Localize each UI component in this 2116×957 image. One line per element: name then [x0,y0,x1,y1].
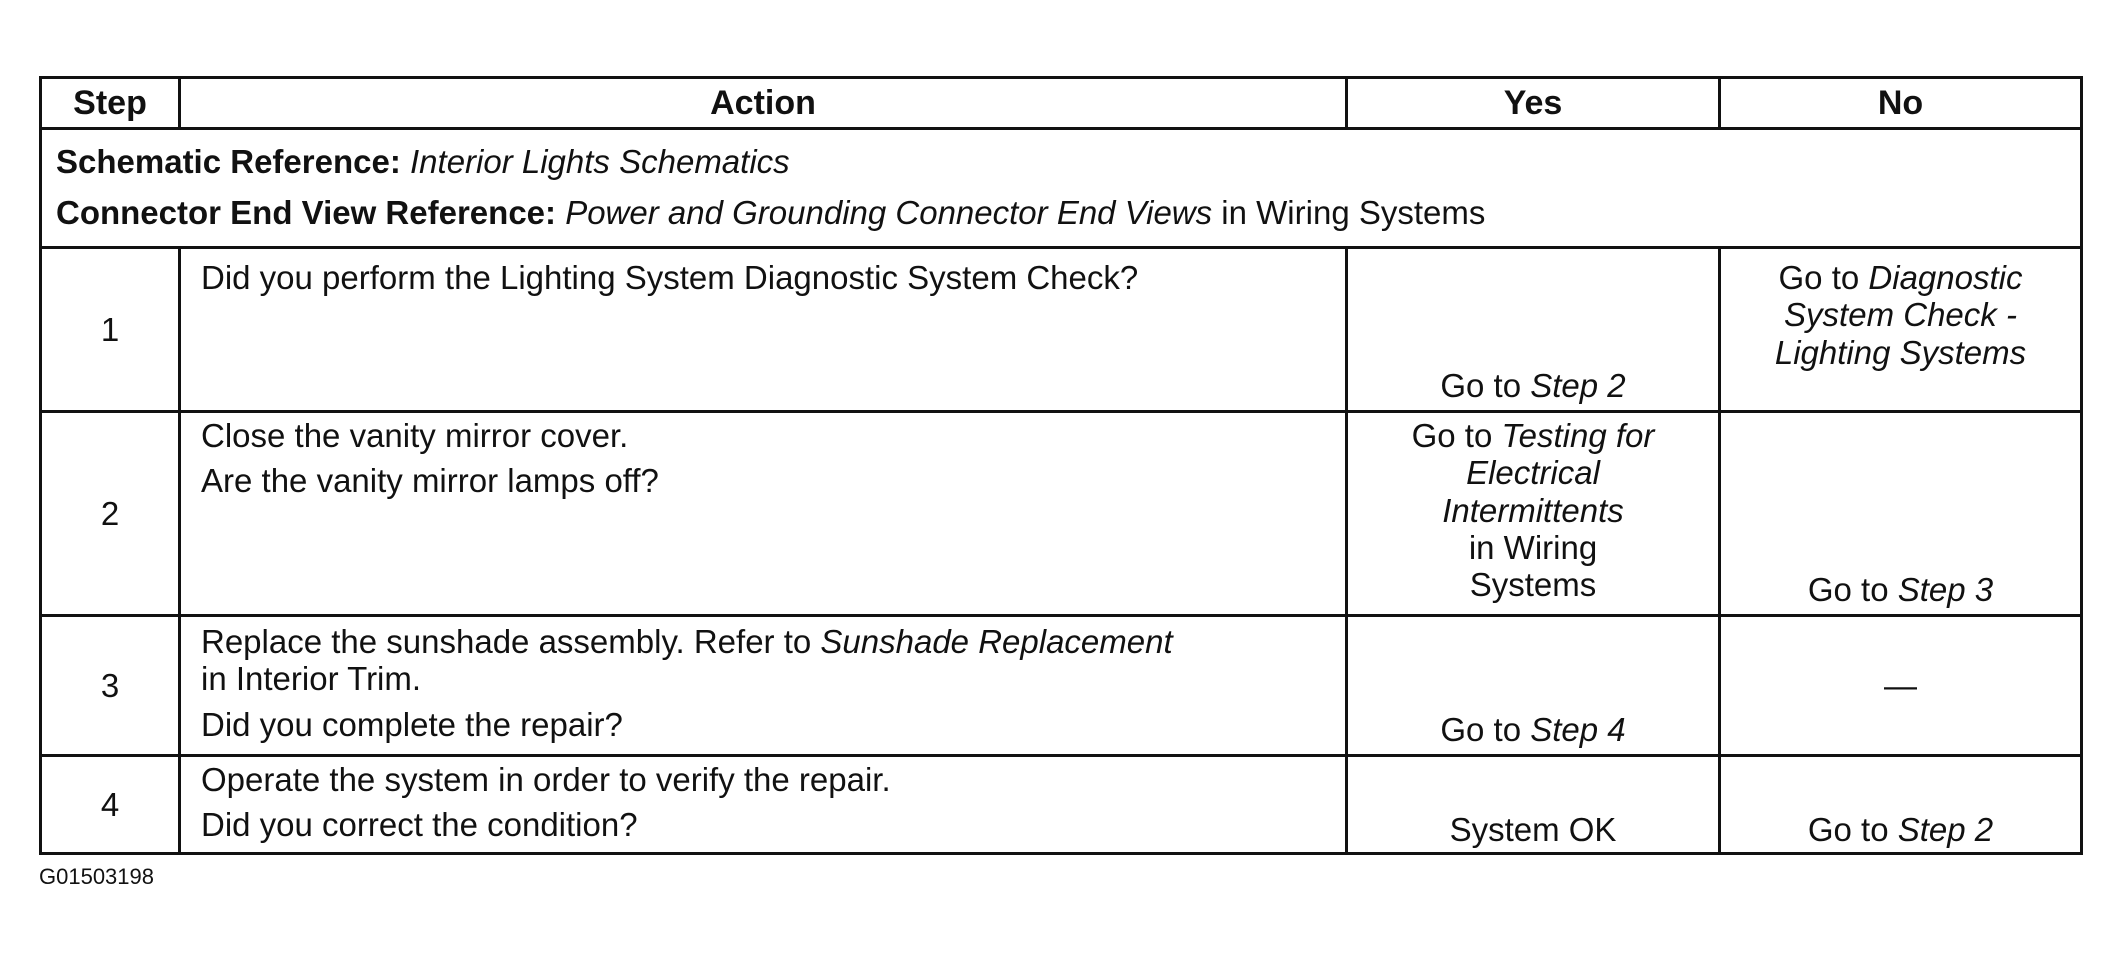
action-cell [180,412,1347,616]
action-cell [180,248,1347,412]
step-number: 4 [41,756,180,854]
no-link-step-3[interactable]: Step 3 [1897,570,1994,608]
reference-cell [41,129,2082,248]
yes-cell: System OK [1347,756,1720,854]
reference-row [41,129,2082,248]
yes-link-intermittents[interactable]: Intermittents [1442,491,1624,529]
no-link-system-check[interactable]: System Check - [1784,296,2017,334]
action-cell [180,756,1347,854]
action-link-sunshade-replacement[interactable]: Sunshade Replacement [820,623,1173,660]
step-number: 1 [41,248,180,412]
header-action: Action [180,78,1347,129]
action-cell [180,616,1347,756]
action-text [201,623,1325,660]
no-prefix: Go to [1807,570,1898,608]
action-text: Did you perform the Lighting System Diagnostic System Check? [201,259,1139,296]
yes-link-step-4[interactable]: Step 4 [1530,710,1626,748]
no-link-lighting-systems[interactable]: Lighting Systems [1774,333,2027,371]
yes-link-step-2[interactable]: Step 2 [1530,366,1626,404]
no-cell [1720,412,2082,616]
yes-text-in-wiring: in Wiring [1468,528,1598,566]
table-row-step-4 [41,756,2082,854]
figure-caption: G01503198 [39,864,154,889]
yes-prefix: Go to [1440,366,1531,404]
no-link-step-2[interactable]: Step 2 [1897,810,1994,848]
action-text: Operate the system in order to verify the repair. [201,761,891,798]
yes-prefix: Go to [1411,417,1502,454]
table-row-step-1 [41,248,2082,412]
schematic-reference [56,136,2066,187]
action-question: Did you correct the condition? [201,806,638,844]
action-text-continued: in Interior Trim. [201,660,422,698]
header-no: No [1720,78,2082,129]
schematic-reference-link[interactable]: Interior Lights Schematics [410,143,790,180]
table-row-step-2 [41,412,2082,616]
no-link-diagnostic[interactable]: Diagnostic [1868,259,2023,296]
yes-link-electrical[interactable]: Electrical [1466,454,1600,492]
header-row [41,78,2082,129]
connector-reference-label: Connector End View Reference: [56,194,557,231]
step-number: 2 [41,412,180,616]
yes-cell [1347,248,1720,412]
yes-text-systems: Systems [1469,566,1597,604]
yes-cell [1347,412,1720,616]
action-question: Did you complete the repair? [201,705,623,743]
yes-prefix: Go to [1440,710,1531,748]
diagnostic-table [39,76,2083,855]
connector-reference-link[interactable]: Power and Grounding Connector End Views [565,194,1213,231]
no-cell: — [1720,616,2082,756]
no-cell [1720,248,2082,412]
action-question: Are the vanity mirror lamps off? [201,462,659,500]
connector-reference-suffix: in Wiring Systems [1212,194,1486,231]
schematic-reference-label: Schematic Reference: [56,143,401,180]
header-yes: Yes [1347,78,1720,129]
table-row-step-3 [41,616,2082,756]
no-prefix: Go to [1778,259,1869,296]
header-step: Step [41,78,180,129]
action-text: Close the vanity mirror cover. [201,417,629,454]
yes-link-testing-for[interactable]: Testing for [1501,417,1655,454]
connector-reference [56,187,2066,238]
yes-cell [1347,616,1720,756]
no-cell [1720,756,2082,854]
action-text-part: Replace the sunshade assembly. Refer to [201,623,821,660]
step-number: 3 [41,616,180,756]
no-prefix: Go to [1807,810,1898,848]
